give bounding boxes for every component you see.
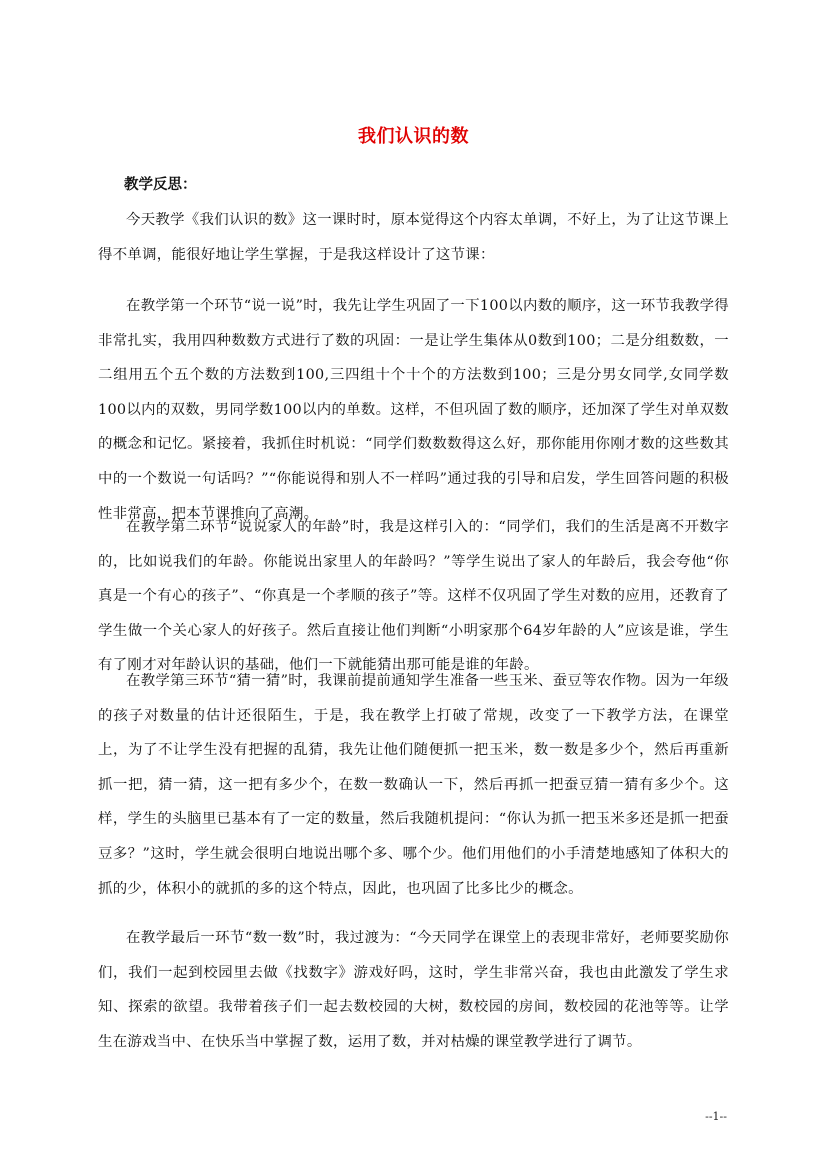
paragraph-first-segment: 在教学第一个环节“说一说”时，我先让学生巩固了一下100以内数的顺序，这一环节我教学得非常扎实，我用四种数数方式进行了数的巩固：一是让学生集体从0数到100；二是分组数数，一二组用五个五个数的方法数到100,三四组十个十个的方法数到100；三是分男女同学,女同学数100以内的双数，男同学数100以内的单数。这样，不但巩固了数的顺序，还加深了学生对单双数的概念和记忆。紧接着，我抓住时机说：“同学们数数数得这么好，那你能用你刚才数的这些数其中的一个数说一句话吗？”“你能说得和别人不一样吗”通过我的引导和启发，学生回答问题的积极性非常高，把本节课推向了高潮。 bbox=[98, 298, 729, 522]
section-heading: 教学反思： bbox=[124, 176, 197, 193]
paragraph-final-segment: 在教学最后一环节“数一数”时，我过渡为：“今天同学在课堂上的表现非常好，老师要奖励你们，我们一起到校园里去做《找数字》游戏好吗，这时，学生非常兴奋，我也由此激发了学生求知、探索的欲望。我带着孩子们一起去数校园的大树，数校园的房间，数校园的花池等等。让学生在游戏当中、在快乐当中掌握了数，运用了数，并对枯燥的课堂教学进行了调节。 bbox=[98, 930, 729, 1050]
paragraph-intro: 今天教学《我们认识的数》这一课时时，原本觉得这个内容太单调，不好上，为了让这节课上得不单调，能很好地让学生掌握，于是我这样设计了这节课： bbox=[98, 212, 729, 263]
document-title: 我们认识的数 bbox=[358, 126, 469, 147]
page-number: --1-- bbox=[705, 1110, 727, 1123]
paragraph-second-segment: 在教学第二环节“说说家人的年龄”时，我是这样引入的：“同学们，我们的生活是离不开数字的，比如说我们的年龄。你能说出家里人的年龄吗？”等学生说出了家人的年龄后，我会夸他“你真是一个有心的孩子”、“你真是一个孝顺的孩子”等。这样不仅巩固了学生对数的应用，还教育了学生做一个关心家人的好孩子。然后直接让他们判断“小明家那个64岁年龄的人”应该是谁，学生有了刚才对年龄认识的基础，他们一下就能猜出那可能是谁的年龄。 bbox=[98, 519, 729, 674]
paragraph-third-segment: 在教学第三环节“猜一猜”时，我课前提前通知学生准备一些玉米、蚕豆等农作物。因为一年级的孩子对数量的估计还很陌生，于是，我在教学上打破了常规，改变了一下教学方法，在课堂上，为了不让学生没有把握的乱猜，我先让他们随便抓一把玉米，数一数是多少个，然后再重新抓一把，猜一猜，这一把有多少个，在数一数确认一下，然后再抓一把蚕豆猜一猜有多少个。这样，学生的头脑里已基本有了一定的数量，然后我随机提问：“你认为抓一把玉米多还是抓一把蚕豆多？”这时，学生就会很明白地说出哪个多、哪个少。他们用他们的小手清楚地感知了体积大的抓的少，体积小的就抓的多的这个特点，因此，也巩固了比多比少的概念。 bbox=[98, 673, 729, 897]
